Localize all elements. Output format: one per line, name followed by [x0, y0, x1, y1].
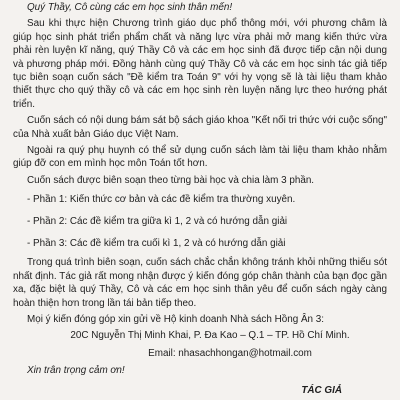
intro-paragraph: Sau khi thực hiện Chương trình giáo dục phổ thông mới, với phương châm là giúp học sinh phát triển phẩm chất và năng lực vừa phải mở mang kiến thức vừa phải rèn luyện kĩ năng, quý Thầy Cô và các em học sinh đã được tiếp cận nội dung và phương pháp mới. Đồng hành cùng quý Thầy Cô và các em học sinh tác giả tiếp tục biên soạn cuốn sách "Đề kiểm tra Toán 9" với hy vọng sẽ là tài liệu tham khảo thiết thực cho quý thầy cô và các em học sinh rèn luyện năng lực theo hướng phát triển. — [13, 18, 387, 110]
part-2-item: - Phần 2: Các đề kiểm tra giữa kì 1, 2 và có hướng dẫn giải — [27, 216, 288, 228]
content-paragraph: Cuốn sách có nội dung bám sát bộ sách giáo khoa "Kết nối tri thức với cuộc sống" của Nhà xuất bản Giáo dục Việt Nam. — [13, 115, 387, 140]
greeting: Quý Thầy, Cô cùng các em học sinh thân mến! — [27, 2, 233, 13]
author-signature: TÁC GIẢ — [301, 384, 342, 396]
contact-paragraph: Mọi ý kiến đóng góp xin gửi về Hộ kinh doanh Nhà sách Hồng Ân 3: — [27, 313, 325, 325]
structure-paragraph: Cuốn sách được biên soạn theo từng bài học và chia làm 3 phần. — [27, 174, 315, 186]
part-1-item: - Phần 1: Kiến thức cơ bản và các đề kiểm tra thường xuyên. — [27, 194, 296, 206]
publisher-email: Email: nhasachhongan@hotmail.com — [148, 347, 312, 359]
publisher-address: 20C Nguyễn Thị Minh Khai, P. Đa Kao – Q.1 – TP. Hồ Chí Minh. — [70, 330, 350, 342]
closing-thanks: Xin trân trọng cảm ơn! — [27, 365, 125, 377]
parents-paragraph: Ngoài ra quý phụ huynh có thể sử dụng cuốn sách làm tài liệu tham khảo nhằm giúp đỡ con em mình học môn Toán tốt hơn. — [13, 145, 387, 170]
feedback-paragraph: Trong quá trình biên soạn, cuốn sách chắc chắn không tránh khỏi những thiếu sót nhất định. Tác giả rất mong nhận được ý kiến đóng góp chân thành của bạn đọc gần xa, đặc biệt là quý Thầy, Cô và các em học sinh thân yêu để cuốn sách ngày càng hoàn thiện hơn trong lần tái bản tiếp theo. — [13, 257, 387, 309]
part-3-item: - Phần 3: Các đề kiểm tra cuối kì 1, 2 và có hướng dẫn giải — [27, 238, 286, 250]
